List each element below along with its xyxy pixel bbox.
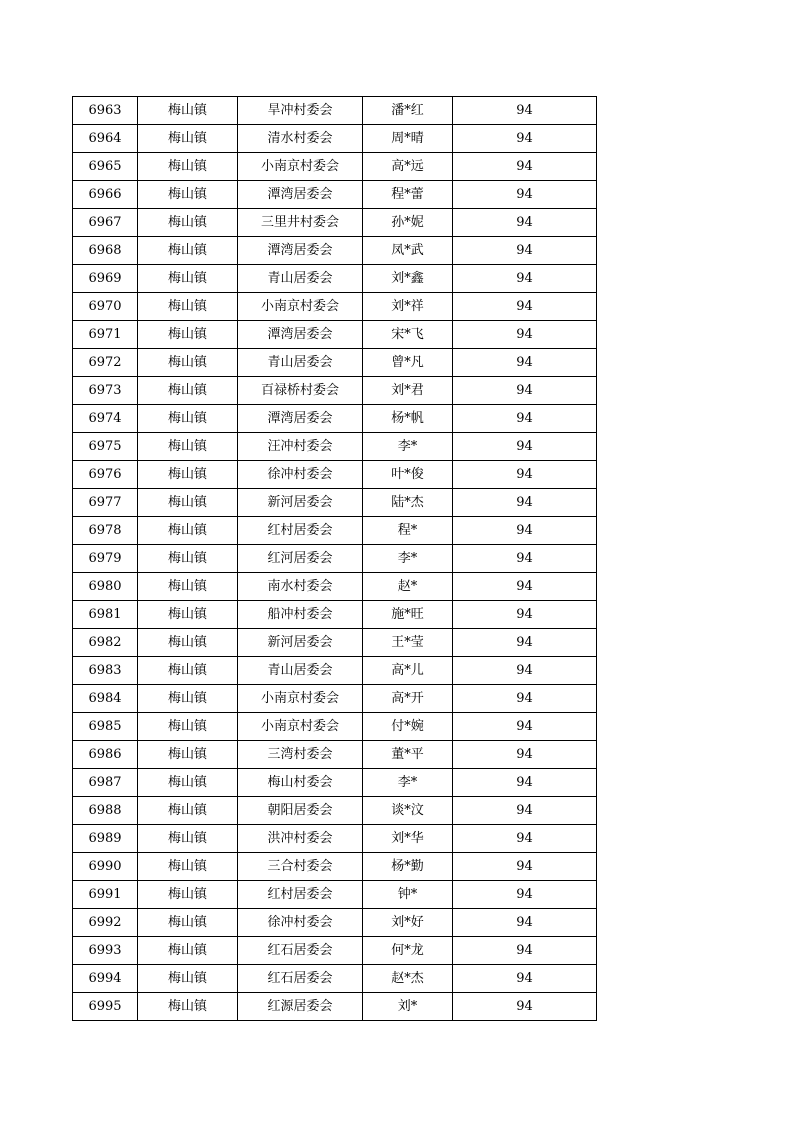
table-row bbox=[73, 237, 597, 265]
table-row bbox=[73, 573, 597, 601]
score-cell: 94 bbox=[453, 825, 597, 853]
serial-number-cell: 6965 bbox=[73, 153, 138, 181]
table-row bbox=[73, 153, 597, 181]
serial-number-cell: 6969 bbox=[73, 265, 138, 293]
serial-number-cell: 6973 bbox=[73, 377, 138, 405]
person-name-cell: 刘*华 bbox=[363, 825, 453, 853]
score-cell: 94 bbox=[453, 293, 597, 321]
town-cell: 梅山镇 bbox=[138, 797, 238, 825]
person-name-cell: 谈*汶 bbox=[363, 797, 453, 825]
score-cell: 94 bbox=[453, 713, 597, 741]
person-name-cell: 李* bbox=[363, 545, 453, 573]
table-row bbox=[73, 489, 597, 517]
score-cell: 94 bbox=[453, 853, 597, 881]
serial-number-cell: 6983 bbox=[73, 657, 138, 685]
serial-number-cell: 6989 bbox=[73, 825, 138, 853]
table-row bbox=[73, 741, 597, 769]
serial-number-cell: 6977 bbox=[73, 489, 138, 517]
person-name-cell: 刘*好 bbox=[363, 909, 453, 937]
village-committee-cell: 小南京村委会 bbox=[238, 685, 363, 713]
person-name-cell: 付*婉 bbox=[363, 713, 453, 741]
person-name-cell: 高*儿 bbox=[363, 657, 453, 685]
table-row bbox=[73, 433, 597, 461]
person-name-cell: 刘* bbox=[363, 993, 453, 1021]
score-cell: 94 bbox=[453, 881, 597, 909]
village-committee-cell: 新河居委会 bbox=[238, 629, 363, 657]
town-cell: 梅山镇 bbox=[138, 825, 238, 853]
village-committee-cell: 红石居委会 bbox=[238, 965, 363, 993]
serial-number-cell: 6995 bbox=[73, 993, 138, 1021]
score-cell: 94 bbox=[453, 237, 597, 265]
village-committee-cell: 三湾村委会 bbox=[238, 741, 363, 769]
person-name-cell: 李* bbox=[363, 433, 453, 461]
serial-number-cell: 6987 bbox=[73, 769, 138, 797]
score-cell: 94 bbox=[453, 405, 597, 433]
person-name-cell: 凤*武 bbox=[363, 237, 453, 265]
town-cell: 梅山镇 bbox=[138, 209, 238, 237]
person-name-cell: 钟* bbox=[363, 881, 453, 909]
person-name-cell: 孙*妮 bbox=[363, 209, 453, 237]
serial-number-cell: 6991 bbox=[73, 881, 138, 909]
village-committee-cell: 南水村委会 bbox=[238, 573, 363, 601]
score-cell: 94 bbox=[453, 517, 597, 545]
village-committee-cell: 三里井村委会 bbox=[238, 209, 363, 237]
serial-number-cell: 6993 bbox=[73, 937, 138, 965]
village-committee-cell: 船冲村委会 bbox=[238, 601, 363, 629]
town-cell: 梅山镇 bbox=[138, 601, 238, 629]
serial-number-cell: 6976 bbox=[73, 461, 138, 489]
score-cell: 94 bbox=[453, 545, 597, 573]
table-row bbox=[73, 209, 597, 237]
score-cell: 94 bbox=[453, 937, 597, 965]
village-committee-cell: 青山居委会 bbox=[238, 349, 363, 377]
table-row bbox=[73, 993, 597, 1021]
village-committee-cell: 徐冲村委会 bbox=[238, 909, 363, 937]
score-cell: 94 bbox=[453, 741, 597, 769]
village-committee-cell: 旱冲村委会 bbox=[238, 97, 363, 125]
score-cell: 94 bbox=[453, 909, 597, 937]
serial-number-cell: 6979 bbox=[73, 545, 138, 573]
person-name-cell: 周*晴 bbox=[363, 125, 453, 153]
score-cell: 94 bbox=[453, 181, 597, 209]
table-row bbox=[73, 97, 597, 125]
table-row bbox=[73, 181, 597, 209]
score-cell: 94 bbox=[453, 993, 597, 1021]
score-cell: 94 bbox=[453, 321, 597, 349]
score-cell: 94 bbox=[453, 657, 597, 685]
village-committee-cell: 小南京村委会 bbox=[238, 293, 363, 321]
village-committee-cell: 小南京村委会 bbox=[238, 153, 363, 181]
score-cell: 94 bbox=[453, 629, 597, 657]
village-committee-cell: 汪冲村委会 bbox=[238, 433, 363, 461]
serial-number-cell: 6981 bbox=[73, 601, 138, 629]
score-cell: 94 bbox=[453, 377, 597, 405]
serial-number-cell: 6984 bbox=[73, 685, 138, 713]
town-cell: 梅山镇 bbox=[138, 405, 238, 433]
score-cell: 94 bbox=[453, 769, 597, 797]
serial-number-cell: 6967 bbox=[73, 209, 138, 237]
serial-number-cell: 6964 bbox=[73, 125, 138, 153]
person-name-cell: 董*平 bbox=[363, 741, 453, 769]
roster-table bbox=[72, 96, 597, 1021]
serial-number-cell: 6970 bbox=[73, 293, 138, 321]
table-row bbox=[73, 685, 597, 713]
person-name-cell: 叶*俊 bbox=[363, 461, 453, 489]
table-row bbox=[73, 265, 597, 293]
score-cell: 94 bbox=[453, 265, 597, 293]
village-committee-cell: 洪冲村委会 bbox=[238, 825, 363, 853]
table-row bbox=[73, 461, 597, 489]
village-committee-cell: 梅山村委会 bbox=[238, 769, 363, 797]
table-row bbox=[73, 125, 597, 153]
person-name-cell: 程* bbox=[363, 517, 453, 545]
table-row bbox=[73, 405, 597, 433]
village-committee-cell: 青山居委会 bbox=[238, 265, 363, 293]
serial-number-cell: 6974 bbox=[73, 405, 138, 433]
town-cell: 梅山镇 bbox=[138, 965, 238, 993]
table-row bbox=[73, 937, 597, 965]
table-row bbox=[73, 545, 597, 573]
town-cell: 梅山镇 bbox=[138, 517, 238, 545]
score-cell: 94 bbox=[453, 489, 597, 517]
village-committee-cell: 红源居委会 bbox=[238, 993, 363, 1021]
person-name-cell: 曾*凡 bbox=[363, 349, 453, 377]
person-name-cell: 潘*红 bbox=[363, 97, 453, 125]
town-cell: 梅山镇 bbox=[138, 489, 238, 517]
serial-number-cell: 6982 bbox=[73, 629, 138, 657]
roster-table-body bbox=[73, 97, 597, 1021]
person-name-cell: 何*龙 bbox=[363, 937, 453, 965]
score-cell: 94 bbox=[453, 153, 597, 181]
town-cell: 梅山镇 bbox=[138, 125, 238, 153]
table-row bbox=[73, 909, 597, 937]
table-row bbox=[73, 769, 597, 797]
table-row bbox=[73, 853, 597, 881]
person-name-cell: 刘*鑫 bbox=[363, 265, 453, 293]
town-cell: 梅山镇 bbox=[138, 237, 238, 265]
town-cell: 梅山镇 bbox=[138, 349, 238, 377]
table-row bbox=[73, 713, 597, 741]
person-name-cell: 高*远 bbox=[363, 153, 453, 181]
score-cell: 94 bbox=[453, 685, 597, 713]
score-cell: 94 bbox=[453, 209, 597, 237]
table-row bbox=[73, 321, 597, 349]
town-cell: 梅山镇 bbox=[138, 153, 238, 181]
village-committee-cell: 青山居委会 bbox=[238, 657, 363, 685]
town-cell: 梅山镇 bbox=[138, 573, 238, 601]
person-name-cell: 宋*飞 bbox=[363, 321, 453, 349]
village-committee-cell: 百禄桥村委会 bbox=[238, 377, 363, 405]
person-name-cell: 王*莹 bbox=[363, 629, 453, 657]
table-row bbox=[73, 293, 597, 321]
town-cell: 梅山镇 bbox=[138, 993, 238, 1021]
person-name-cell: 陆*杰 bbox=[363, 489, 453, 517]
serial-number-cell: 6966 bbox=[73, 181, 138, 209]
village-committee-cell: 小南京村委会 bbox=[238, 713, 363, 741]
score-cell: 94 bbox=[453, 965, 597, 993]
village-committee-cell: 红村居委会 bbox=[238, 881, 363, 909]
village-committee-cell: 潭湾居委会 bbox=[238, 405, 363, 433]
table-row bbox=[73, 349, 597, 377]
town-cell: 梅山镇 bbox=[138, 97, 238, 125]
town-cell: 梅山镇 bbox=[138, 181, 238, 209]
table-row bbox=[73, 517, 597, 545]
town-cell: 梅山镇 bbox=[138, 881, 238, 909]
town-cell: 梅山镇 bbox=[138, 937, 238, 965]
serial-number-cell: 6971 bbox=[73, 321, 138, 349]
town-cell: 梅山镇 bbox=[138, 657, 238, 685]
table-row bbox=[73, 601, 597, 629]
score-cell: 94 bbox=[453, 125, 597, 153]
person-name-cell: 施*旺 bbox=[363, 601, 453, 629]
town-cell: 梅山镇 bbox=[138, 293, 238, 321]
village-committee-cell: 潭湾居委会 bbox=[238, 181, 363, 209]
score-cell: 94 bbox=[453, 573, 597, 601]
table-row bbox=[73, 881, 597, 909]
serial-number-cell: 6963 bbox=[73, 97, 138, 125]
person-name-cell: 杨*勤 bbox=[363, 853, 453, 881]
village-committee-cell: 徐冲村委会 bbox=[238, 461, 363, 489]
town-cell: 梅山镇 bbox=[138, 461, 238, 489]
score-cell: 94 bbox=[453, 433, 597, 461]
person-name-cell: 刘*君 bbox=[363, 377, 453, 405]
table-row bbox=[73, 657, 597, 685]
serial-number-cell: 6968 bbox=[73, 237, 138, 265]
person-name-cell: 李* bbox=[363, 769, 453, 797]
town-cell: 梅山镇 bbox=[138, 713, 238, 741]
village-committee-cell: 红村居委会 bbox=[238, 517, 363, 545]
village-committee-cell: 朝阳居委会 bbox=[238, 797, 363, 825]
score-cell: 94 bbox=[453, 797, 597, 825]
serial-number-cell: 6988 bbox=[73, 797, 138, 825]
town-cell: 梅山镇 bbox=[138, 377, 238, 405]
village-committee-cell: 潭湾居委会 bbox=[238, 321, 363, 349]
village-committee-cell: 红石居委会 bbox=[238, 937, 363, 965]
town-cell: 梅山镇 bbox=[138, 321, 238, 349]
serial-number-cell: 6992 bbox=[73, 909, 138, 937]
person-name-cell: 程*蕾 bbox=[363, 181, 453, 209]
village-committee-cell: 新河居委会 bbox=[238, 489, 363, 517]
village-committee-cell: 红河居委会 bbox=[238, 545, 363, 573]
score-cell: 94 bbox=[453, 349, 597, 377]
table-row bbox=[73, 377, 597, 405]
serial-number-cell: 6986 bbox=[73, 741, 138, 769]
person-name-cell: 赵* bbox=[363, 573, 453, 601]
score-cell: 94 bbox=[453, 97, 597, 125]
village-committee-cell: 潭湾居委会 bbox=[238, 237, 363, 265]
table-row bbox=[73, 797, 597, 825]
town-cell: 梅山镇 bbox=[138, 433, 238, 461]
town-cell: 梅山镇 bbox=[138, 909, 238, 937]
serial-number-cell: 6994 bbox=[73, 965, 138, 993]
town-cell: 梅山镇 bbox=[138, 545, 238, 573]
town-cell: 梅山镇 bbox=[138, 685, 238, 713]
village-committee-cell: 三合村委会 bbox=[238, 853, 363, 881]
serial-number-cell: 6978 bbox=[73, 517, 138, 545]
village-committee-cell: 清水村委会 bbox=[238, 125, 363, 153]
person-name-cell: 赵*杰 bbox=[363, 965, 453, 993]
person-name-cell: 杨*帆 bbox=[363, 405, 453, 433]
person-name-cell: 高*开 bbox=[363, 685, 453, 713]
serial-number-cell: 6990 bbox=[73, 853, 138, 881]
town-cell: 梅山镇 bbox=[138, 265, 238, 293]
serial-number-cell: 6980 bbox=[73, 573, 138, 601]
town-cell: 梅山镇 bbox=[138, 741, 238, 769]
table-row bbox=[73, 965, 597, 993]
serial-number-cell: 6985 bbox=[73, 713, 138, 741]
town-cell: 梅山镇 bbox=[138, 769, 238, 797]
table-row bbox=[73, 629, 597, 657]
table-row bbox=[73, 825, 597, 853]
score-cell: 94 bbox=[453, 601, 597, 629]
person-name-cell: 刘*祥 bbox=[363, 293, 453, 321]
serial-number-cell: 6975 bbox=[73, 433, 138, 461]
town-cell: 梅山镇 bbox=[138, 853, 238, 881]
town-cell: 梅山镇 bbox=[138, 629, 238, 657]
score-cell: 94 bbox=[453, 461, 597, 489]
serial-number-cell: 6972 bbox=[73, 349, 138, 377]
